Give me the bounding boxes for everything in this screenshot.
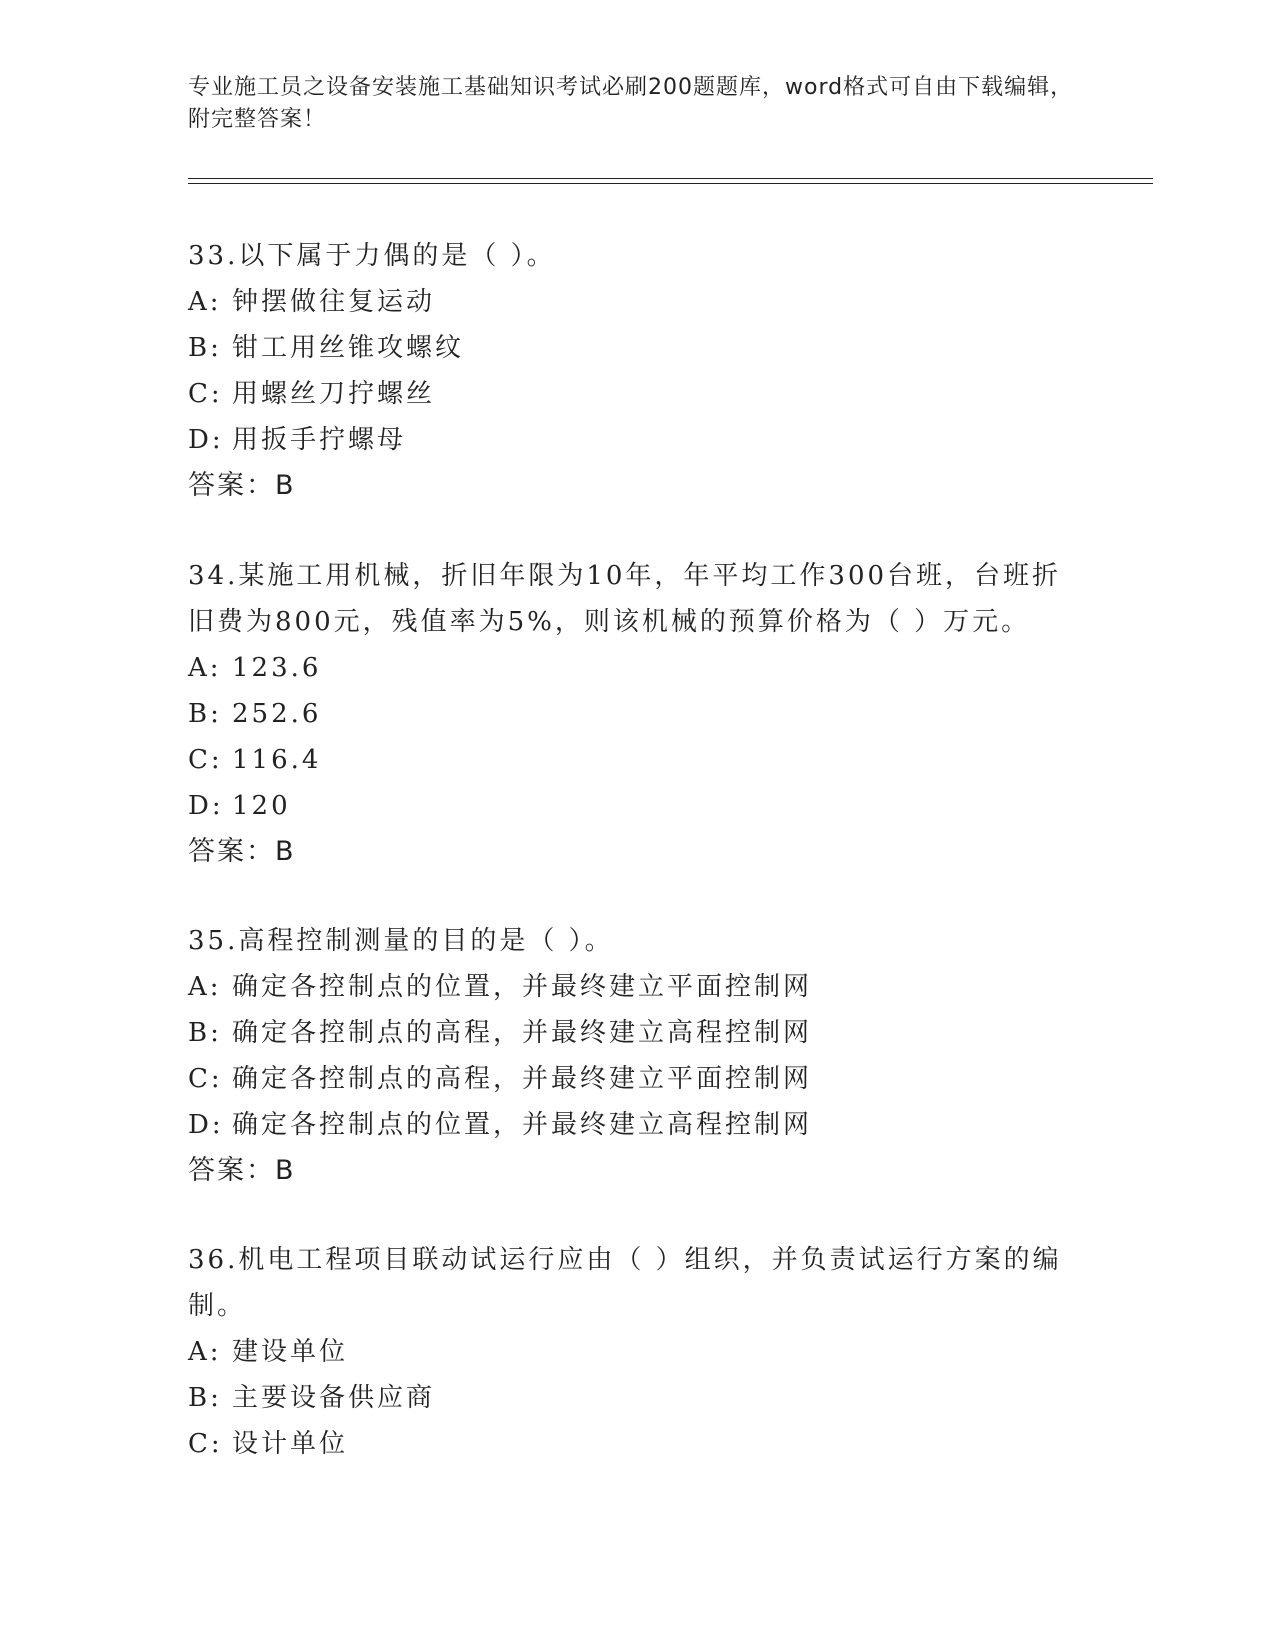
- option-text: 252.6: [232, 699, 322, 729]
- document-header: 专业施工员之设备安装施工基础知识考试必刷200题题库，word格式可自由下载编辑，附完整答案！: [188, 75, 1074, 132]
- option-d: [188, 417, 1068, 463]
- option-a: [188, 279, 1068, 325]
- option-label: A:: [188, 287, 222, 317]
- option-d: [188, 1102, 1068, 1148]
- option-text: 设计单位: [232, 1429, 349, 1459]
- option-label: B:: [188, 333, 222, 363]
- option-label: D:: [188, 1110, 224, 1140]
- option-label: A:: [188, 972, 222, 1002]
- answer: 答案：B: [188, 1155, 296, 1186]
- option-label: B:: [188, 1018, 222, 1048]
- option-label: B:: [188, 699, 222, 729]
- option-label: C:: [188, 379, 223, 409]
- question-stem: 33.以下属于力偶的是（ ）。: [188, 241, 556, 271]
- option-text: 确定各控制点的位置，并最终建立高程控制网: [232, 1110, 813, 1140]
- option-text: 主要设备供应商: [232, 1383, 436, 1413]
- option-label: A:: [188, 653, 222, 683]
- option-text: 钟摆做往复运动: [232, 287, 436, 317]
- header-divider-top: [188, 178, 1153, 179]
- option-text: 116.4: [232, 745, 322, 775]
- header-divider-bottom: [188, 183, 1153, 184]
- option-text: 确定各控制点的位置，并最终建立平面控制网: [232, 972, 813, 1002]
- option-label: D:: [188, 425, 224, 455]
- option-a: [188, 964, 1068, 1010]
- option-c: [188, 737, 1068, 783]
- option-label: C:: [188, 745, 223, 775]
- option-label: D:: [188, 791, 224, 821]
- option-c: [188, 371, 1068, 417]
- question-stem: 34.某施工用机械，折旧年限为10年，年平均工作300台班，台班折旧费为800元，残值率为5%，则该机械的预算价格为（ ）万元。: [188, 561, 1062, 637]
- question-34: [188, 553, 1068, 875]
- answer: 答案：B: [188, 836, 296, 867]
- option-label: C:: [188, 1064, 223, 1094]
- option-text: 120: [232, 791, 291, 821]
- option-text: 确定各控制点的高程，并最终建立平面控制网: [232, 1064, 813, 1094]
- option-d: [188, 783, 1068, 829]
- option-label: C:: [188, 1429, 223, 1459]
- option-text: 建设单位: [232, 1337, 349, 1367]
- option-c: [188, 1056, 1068, 1102]
- question-stem: 36.机电工程项目联动试运行应由（ ）组织，并负责试运行方案的编制。: [188, 1245, 1062, 1321]
- option-c: [188, 1421, 1068, 1467]
- option-text: 钳工用丝锥攻螺纹: [232, 333, 465, 363]
- option-b: [188, 1375, 1068, 1421]
- question-33: [188, 233, 1068, 509]
- option-a: [188, 645, 1068, 691]
- option-text: 确定各控制点的高程，并最终建立高程控制网: [232, 1018, 813, 1048]
- option-text: 123.6: [232, 653, 322, 683]
- option-a: [188, 1329, 1068, 1375]
- answer: 答案：B: [188, 470, 296, 501]
- option-text: 用扳手拧螺母: [232, 425, 407, 455]
- option-text: 用螺丝刀拧螺丝: [232, 379, 436, 409]
- option-label: B:: [188, 1383, 222, 1413]
- option-b: [188, 325, 1068, 371]
- question-stem: 35.高程控制测量的目的是（ ）。: [188, 926, 614, 956]
- question-35: [188, 918, 1068, 1194]
- option-label: A:: [188, 1337, 222, 1367]
- option-b: [188, 691, 1068, 737]
- option-b: [188, 1010, 1068, 1056]
- question-36: [188, 1237, 1068, 1467]
